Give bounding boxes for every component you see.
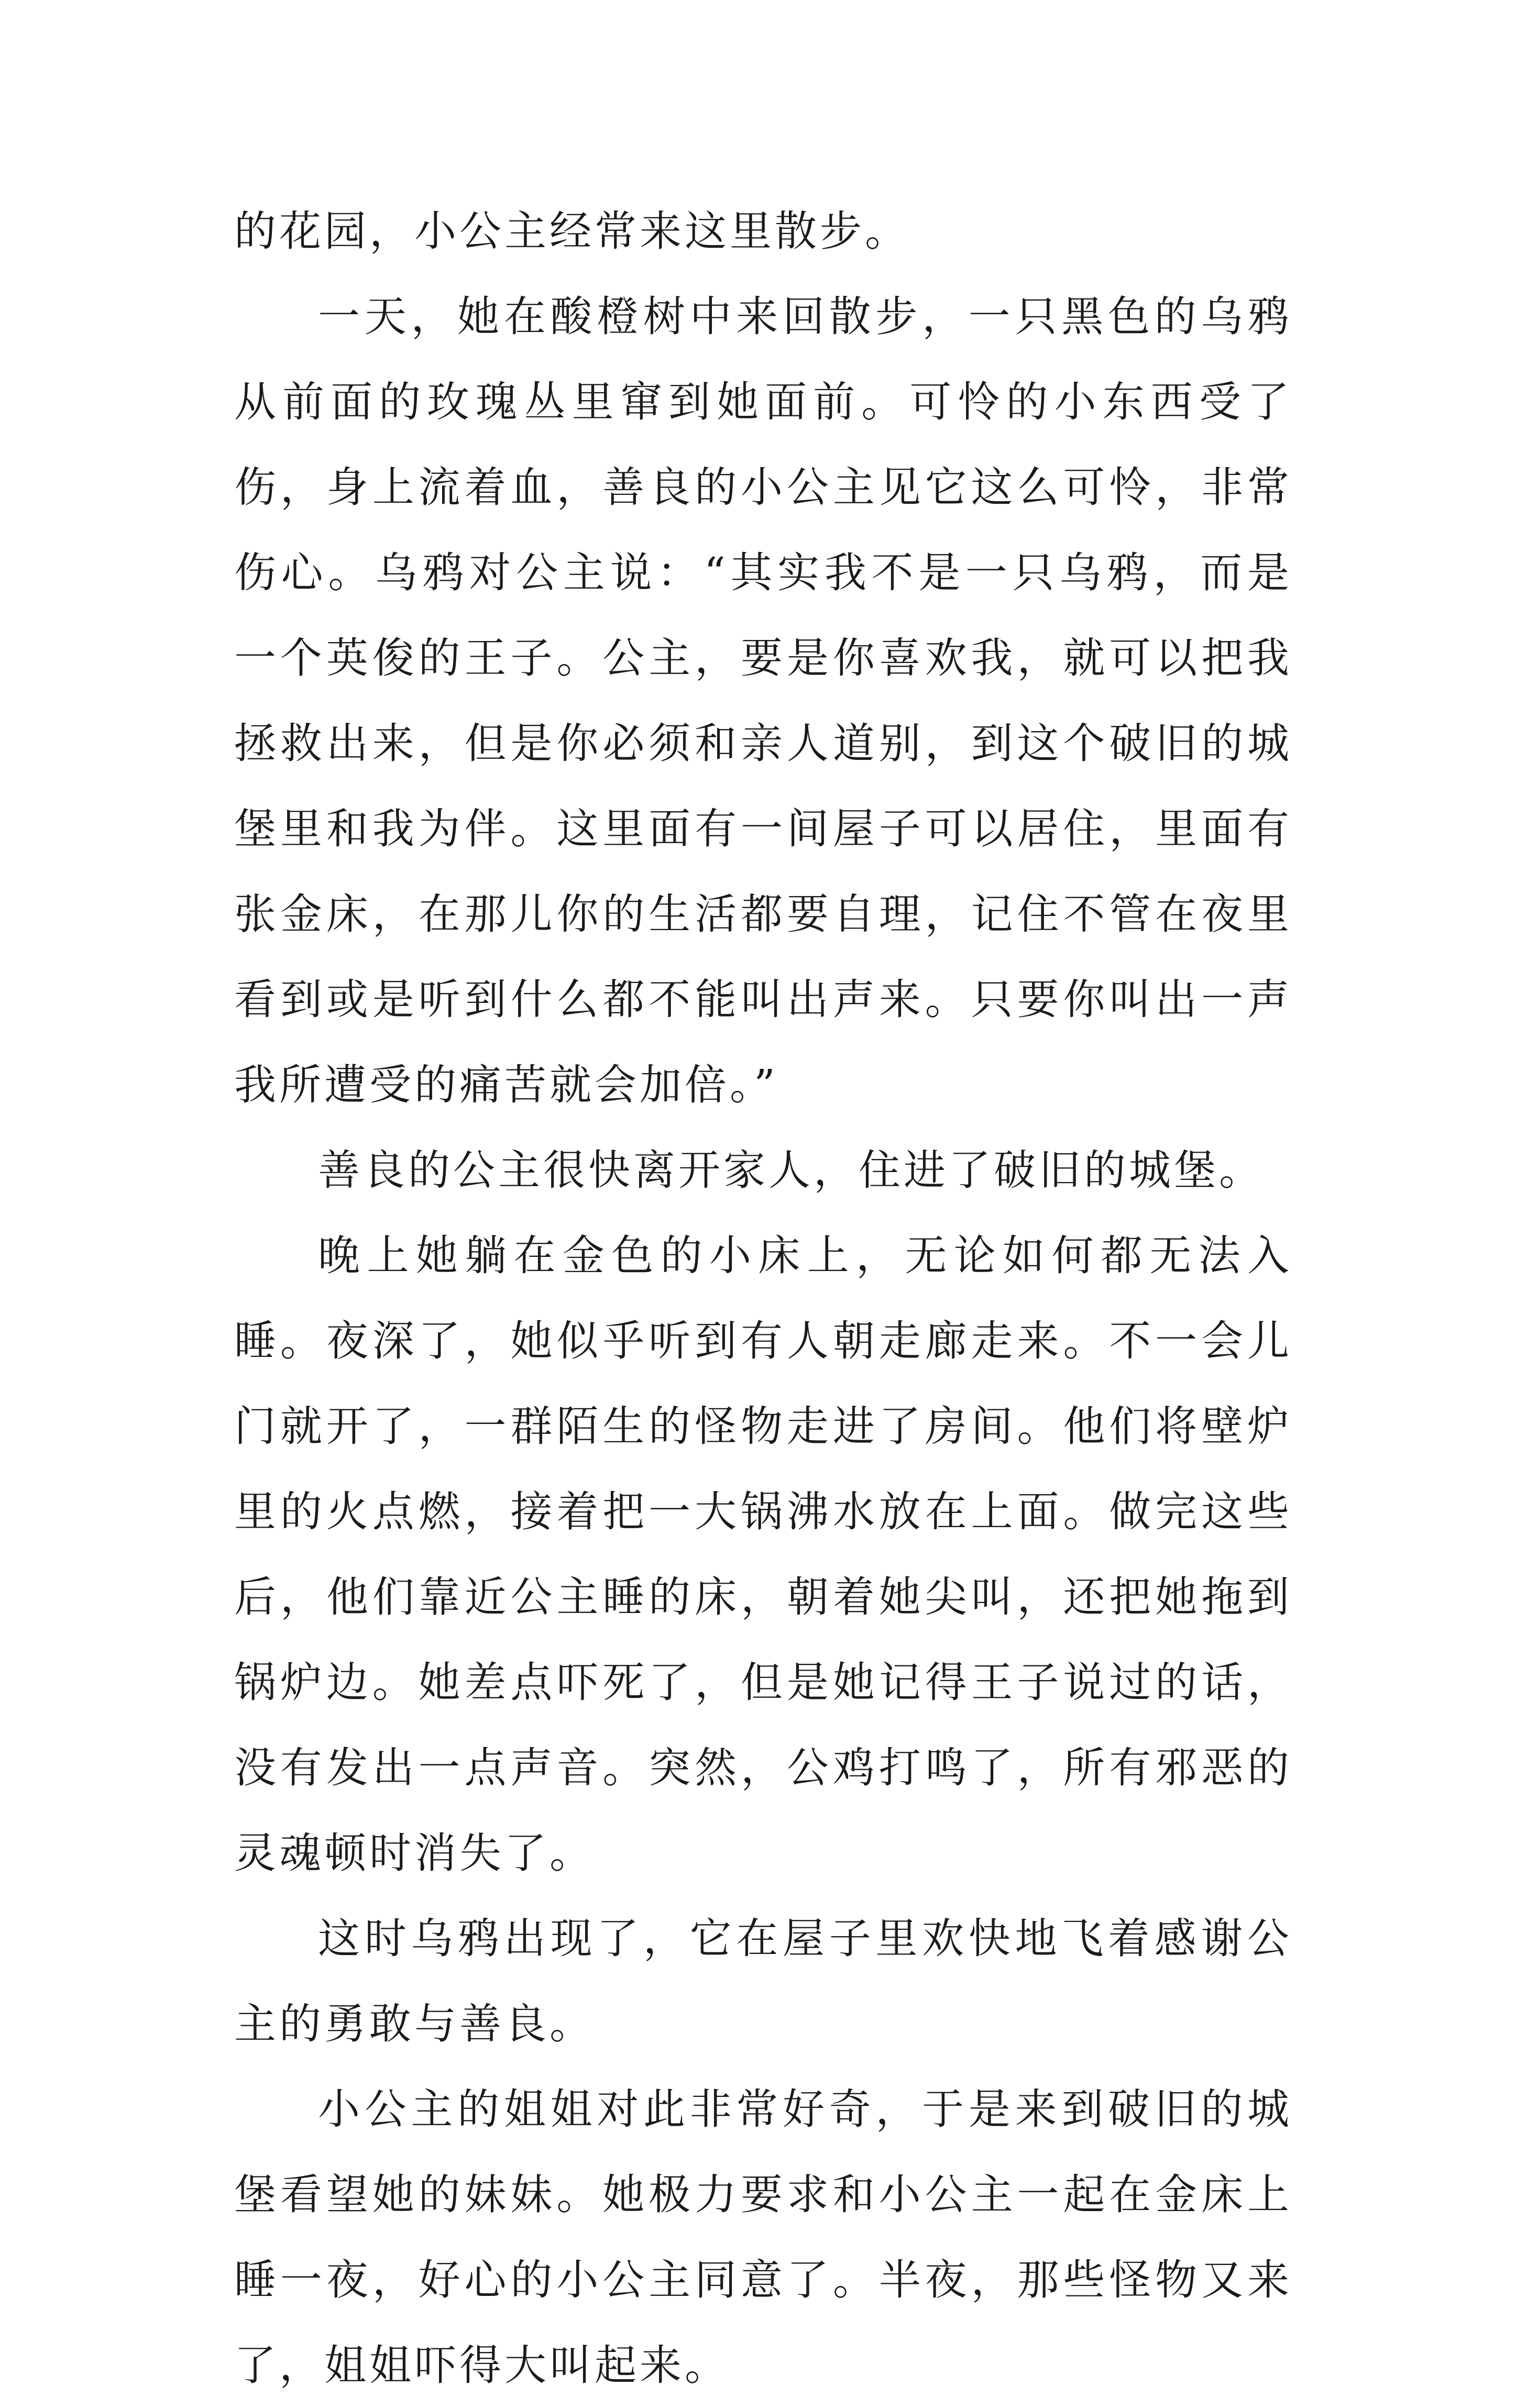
paragraph-crow-meeting: 一天，她在酸橙树中来回散步，一只黑色的乌鸦从前面的玫瑰丛里窜到她面前。可怜的小东西受了伤，身上流着血，善良的小公主见它这么可怜，非常伤心。乌鸦对公主说：“其实我不是一只乌鸦，而是一个英俊的王子。公主，要是你喜欢我，就可以把我拯救出来，但是你必须和亲人道别，到这个破旧的城堡里和我为伴。这里面有一间屋子可以居住，里面有张金床，在那儿你的生活都要自理，记住不管在夜里看到或是听到什么都不能叫出声来。只要你叫出一声我所遭受的痛苦就会加倍。”	[234, 292, 1292, 1109]
paragraph-sister-visits: 小公主的姐姐对此非常好奇，于是来到破旧的城堡看望她的妹妹。她极力要求和小公主一起在金床上睡一夜，好心的小公主同意了。半夜，那些怪物又来了，姐姐吓得大叫起来。	[234, 2085, 1292, 2390]
body-text	[234, 189, 1292, 2408]
paragraph-crow-thanks: 这时乌鸦出现了，它在屋子里欢快地飞着感谢公主的勇敢与善良。	[234, 1914, 1292, 2048]
paragraph-night-monsters: 晚上她躺在金色的小床上，无论如何都无法入睡。夜深了，她似乎听到有人朝走廊走来。不一会儿门就开了，一群陌生的怪物走进了房间。他们将壁炉里的火点燃，接着把一大锅沸水放在上面。做完这些后，他们靠近公主睡的床，朝着她尖叫，还把她拖到锅炉边。她差点吓死了，但是她记得王子说过的话，没有发出一点声音。突然，公鸡打鸣了，所有邪恶的灵魂顿时消失了。	[234, 1231, 1292, 1877]
paragraph-princess-leaves: 善良的公主很快离开家人，住进了破旧的城堡。	[318, 1146, 1264, 1195]
paragraph-continued: 的花园，小公主经常来这里散步。	[234, 207, 910, 256]
